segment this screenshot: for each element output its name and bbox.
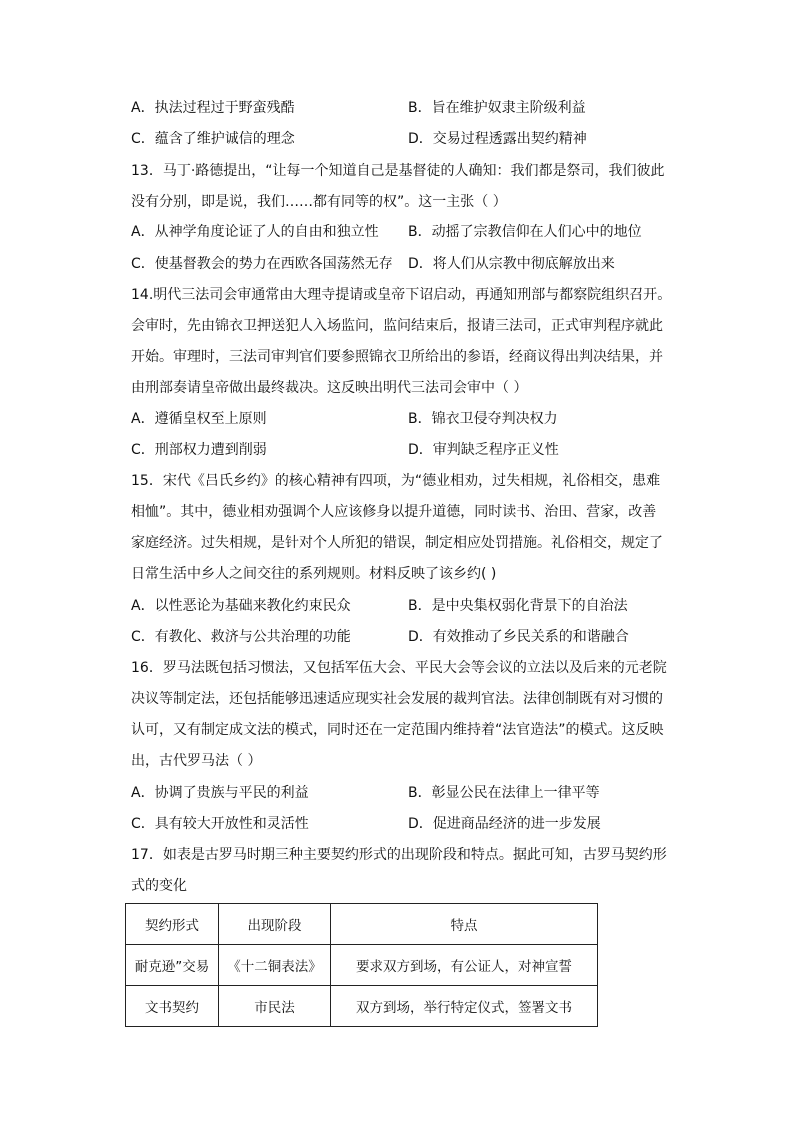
q13-option-b[interactable]: B．动摇了宗教信仰在人们心中的地位 (408, 224, 642, 240)
q15-stem-line-2: 相恤”。其中，德业相劝强调个人应该修身以提升道德，同时读书、治田、营家，改善 (131, 504, 657, 520)
table-cell: 《十二铜表法》 (219, 945, 331, 986)
q16-option-d[interactable]: D．促进商品经济的进一步发展 (408, 816, 601, 832)
table-cell: 文书契约 (126, 986, 219, 1027)
q13-stem-line-2: 没有分别，即是说，我们……都有同等的权”。这一主张（ ） (131, 194, 507, 210)
q15-option-b[interactable]: B．是中央集权弱化背景下的自治法 (408, 598, 628, 614)
q14-stem-line-2: 会审时，先由锦衣卫押送犯人入场监问，监问结束后，报请三法司，正式审判程序就此 (131, 318, 663, 334)
table-cell: 要求双方到场，有公证人，对神宣誓 (331, 945, 598, 986)
q15-stem-line-1: 15．宋代《吕氏乡约》的核心精神有四项，为“德业相劝，过失相规，礼俗相交，患难 (131, 473, 661, 489)
table-row (126, 945, 598, 986)
q16-stem-line-4: 出，古代罗马法（ ） (131, 753, 262, 769)
q15-option-c[interactable]: C．有教化、救济与公共治理的功能 (131, 629, 351, 645)
q14-option-b[interactable]: B．锦衣卫侵夺判决权力 (408, 411, 558, 427)
q16-stem-line-2: 决议等制定法，还包括能够迅速适应现实社会发展的裁判官法。法律创制既有对习惯的 (131, 691, 663, 707)
q17-stem-line-2: 式的变化 (131, 878, 187, 894)
q16-stem-line-1: 16．罗马法既包括习惯法，又包括军伍大会、平民大会等会议的立法以及后来的元老院 (131, 660, 667, 676)
q16-option-a[interactable]: A．协调了贵族与平民的利益 (131, 785, 309, 801)
q14-stem-line-4: 由刑部奏请皇帝做出最终裁决。这反映出明代三法司会审中（ ） (131, 380, 528, 396)
table-cell: 双方到场，举行特定仪式，签署文书 (331, 986, 598, 1027)
q13-option-a[interactable]: A．从神学角度论证了人的自由和独立性 (131, 224, 379, 240)
table-header-cell: 特点 (331, 904, 598, 945)
table-cell: 耐克逊”交易 (126, 945, 219, 986)
q16-stem-line-3: 认可，又有制定成文法的模式，同时还在一定范围内维持着“法官造法”的模式。这反映 (131, 722, 664, 738)
q16-option-c[interactable]: C．具有较大开放性和灵活性 (131, 816, 309, 832)
q15-option-d[interactable]: D．有效推动了乡民关系的和谐融合 (408, 629, 629, 645)
q12-option-b[interactable]: B．旨在维护奴隶主阶级利益 (408, 100, 586, 116)
q12-option-a[interactable]: A．执法过程过于野蛮残酷 (131, 100, 295, 116)
q14-option-d[interactable]: D．审判缺乏程序正义性 (408, 442, 559, 458)
q13-stem-line-1: 13．马丁·路德提出，“让每一个知道自己是基督徒的人确知：我们都是祭司，我们彼此 (131, 163, 665, 179)
q15-option-a[interactable]: A．以性恶论为基础来教化约束民众 (131, 598, 351, 614)
table-cell: 市民法 (219, 986, 331, 1027)
q16-option-b[interactable]: B．彰显公民在法律上一律平等 (408, 785, 600, 801)
table-row (126, 986, 598, 1027)
q12-option-c[interactable]: C．蕴含了维护诚信的理念 (131, 131, 295, 147)
contract-forms-table (125, 903, 598, 1027)
table-header-row (126, 904, 598, 945)
q12-option-d[interactable]: D．交易过程透露出契约精神 (408, 131, 587, 147)
q17-stem-line-1: 17．如表是古罗马时期三种主要契约形式的出现阶段和特点。据此可知，古罗马契约形 (131, 847, 667, 863)
q15-stem-line-4: 日常生活中乡人之间交往的系列规则。材料反映了该乡约( ) (131, 566, 497, 582)
q15-stem-line-3: 家庭经济。过失相规，是针对个人所犯的错误，制定相应处罚措施。礼俗相交，规定了 (131, 535, 663, 551)
q14-stem-line-3: 开始。审理时，三法司审判官们要参照锦衣卫所给出的参语，经商议得出判决结果，并 (131, 349, 663, 365)
q14-option-c[interactable]: C．刑部权力遭到削弱 (131, 442, 267, 458)
q14-stem-line-1: 14.明代三法司会审通常由大理寺提请或皇帝下诏启动，再通知刑部与都察院组织召开。 (131, 287, 672, 303)
q13-option-c[interactable]: C．使基督教会的势力在西欧各国荡然无存 (131, 256, 393, 272)
q13-option-d[interactable]: D．将人们从宗教中彻底解放出来 (408, 256, 615, 272)
q14-option-a[interactable]: A．遵循皇权至上原则 (131, 411, 267, 427)
table-header-cell: 出现阶段 (219, 904, 331, 945)
table-header-cell: 契约形式 (126, 904, 219, 945)
